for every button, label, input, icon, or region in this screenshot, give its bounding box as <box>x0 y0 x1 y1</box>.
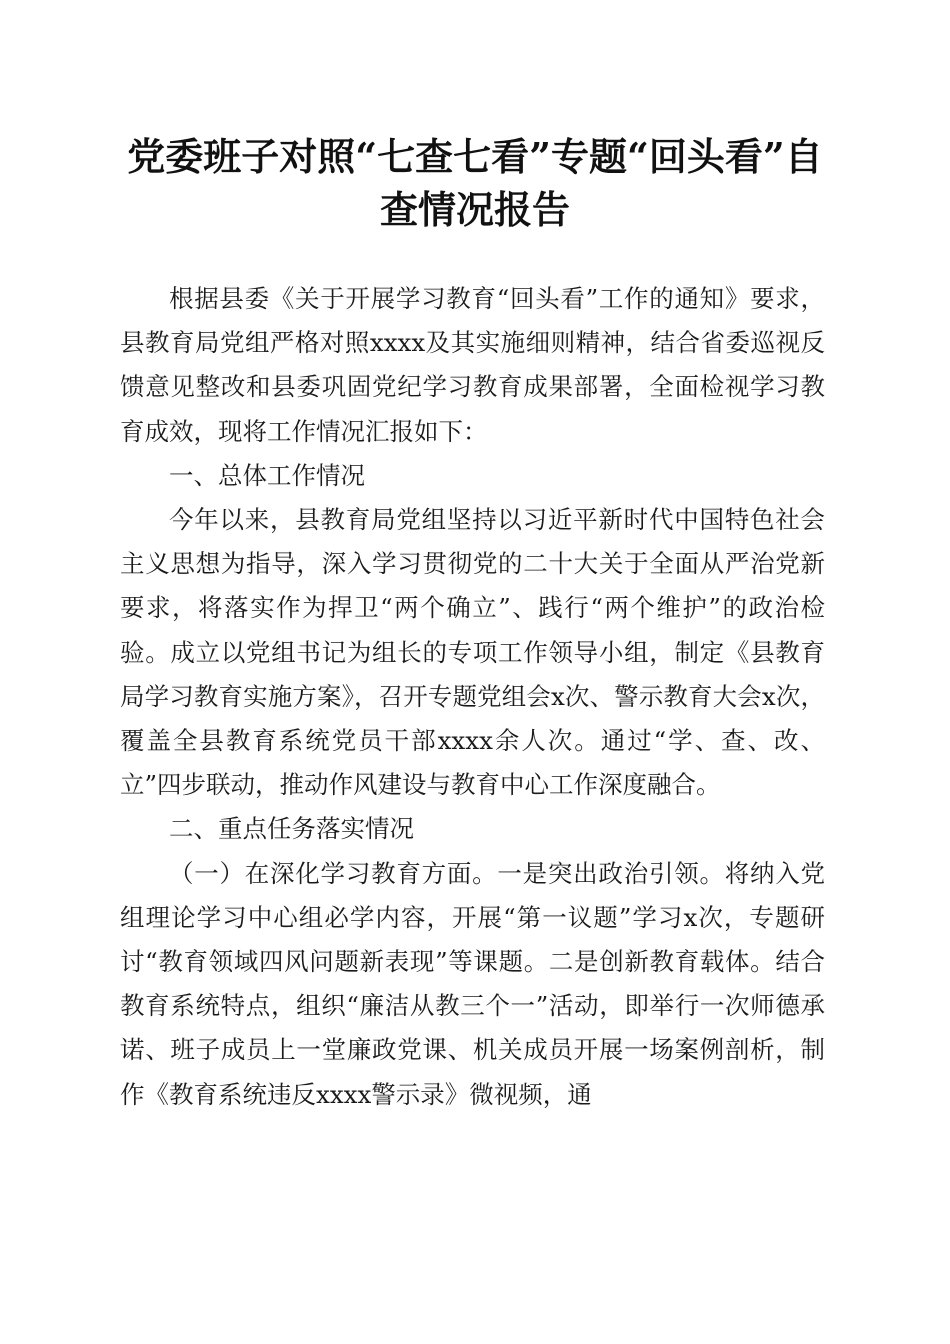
subsection-lead: （一）在深化学习教育方面。 <box>169 858 498 888</box>
document-title: 党委班子对照“七查七看”专题“回头看”自查情况报告 <box>127 134 823 232</box>
section-heading-overall: 一、总体工作情况 <box>169 460 365 490</box>
intro-paragraph: 根据县委《关于开展学习教育“回头看”工作的通知》要求，县教育局党组严格对照xxxx及其实施细则精神，结合省委巡视反馈意见整改和县委巩固党纪学习教育成果部署，全面检视学习教育成效，现将工作情况汇报如下： <box>120 284 825 446</box>
document-body <box>120 277 825 1117</box>
section-paragraph-key-tasks <box>120 852 825 1117</box>
subsection-text: 一是突出政治引领。将纳入党组理论学习中心组必学内容，开展“第一议题”学习x次，专题研讨“教育领域四风问题新表现”等课题。二是创新教育载体。结合教育系统特点，组织“廉洁从教三个一”活动，即举行一次师德承诺、班子成员上一堂廉政党课、机关成员开展一场案例剖析，制作《教育系统违反xxxx警示录》微视频，通 <box>120 858 826 1109</box>
section-heading-key-tasks: 二、重点任务落实情况 <box>169 814 414 844</box>
section-paragraph-overall: 今年以来，县教育局党组坚持以习近平新时代中国特色社会主义思想为指导，深入学习贯彻党的二十大关于全面从严治党新要求，将落实作为捍卫“两个确立”、践行“两个维护”的政治检验。成立以党组书记为组长的专项工作领导小组，制定《县教育局学习教育实施方案》，召开专题党组会x次、警示教育大会x次，覆盖全县教育系统党员干部xxxx余人次。通过“学、查、改、立”四步联动，推动作风建设与教育中心工作深度融合。 <box>120 505 825 800</box>
